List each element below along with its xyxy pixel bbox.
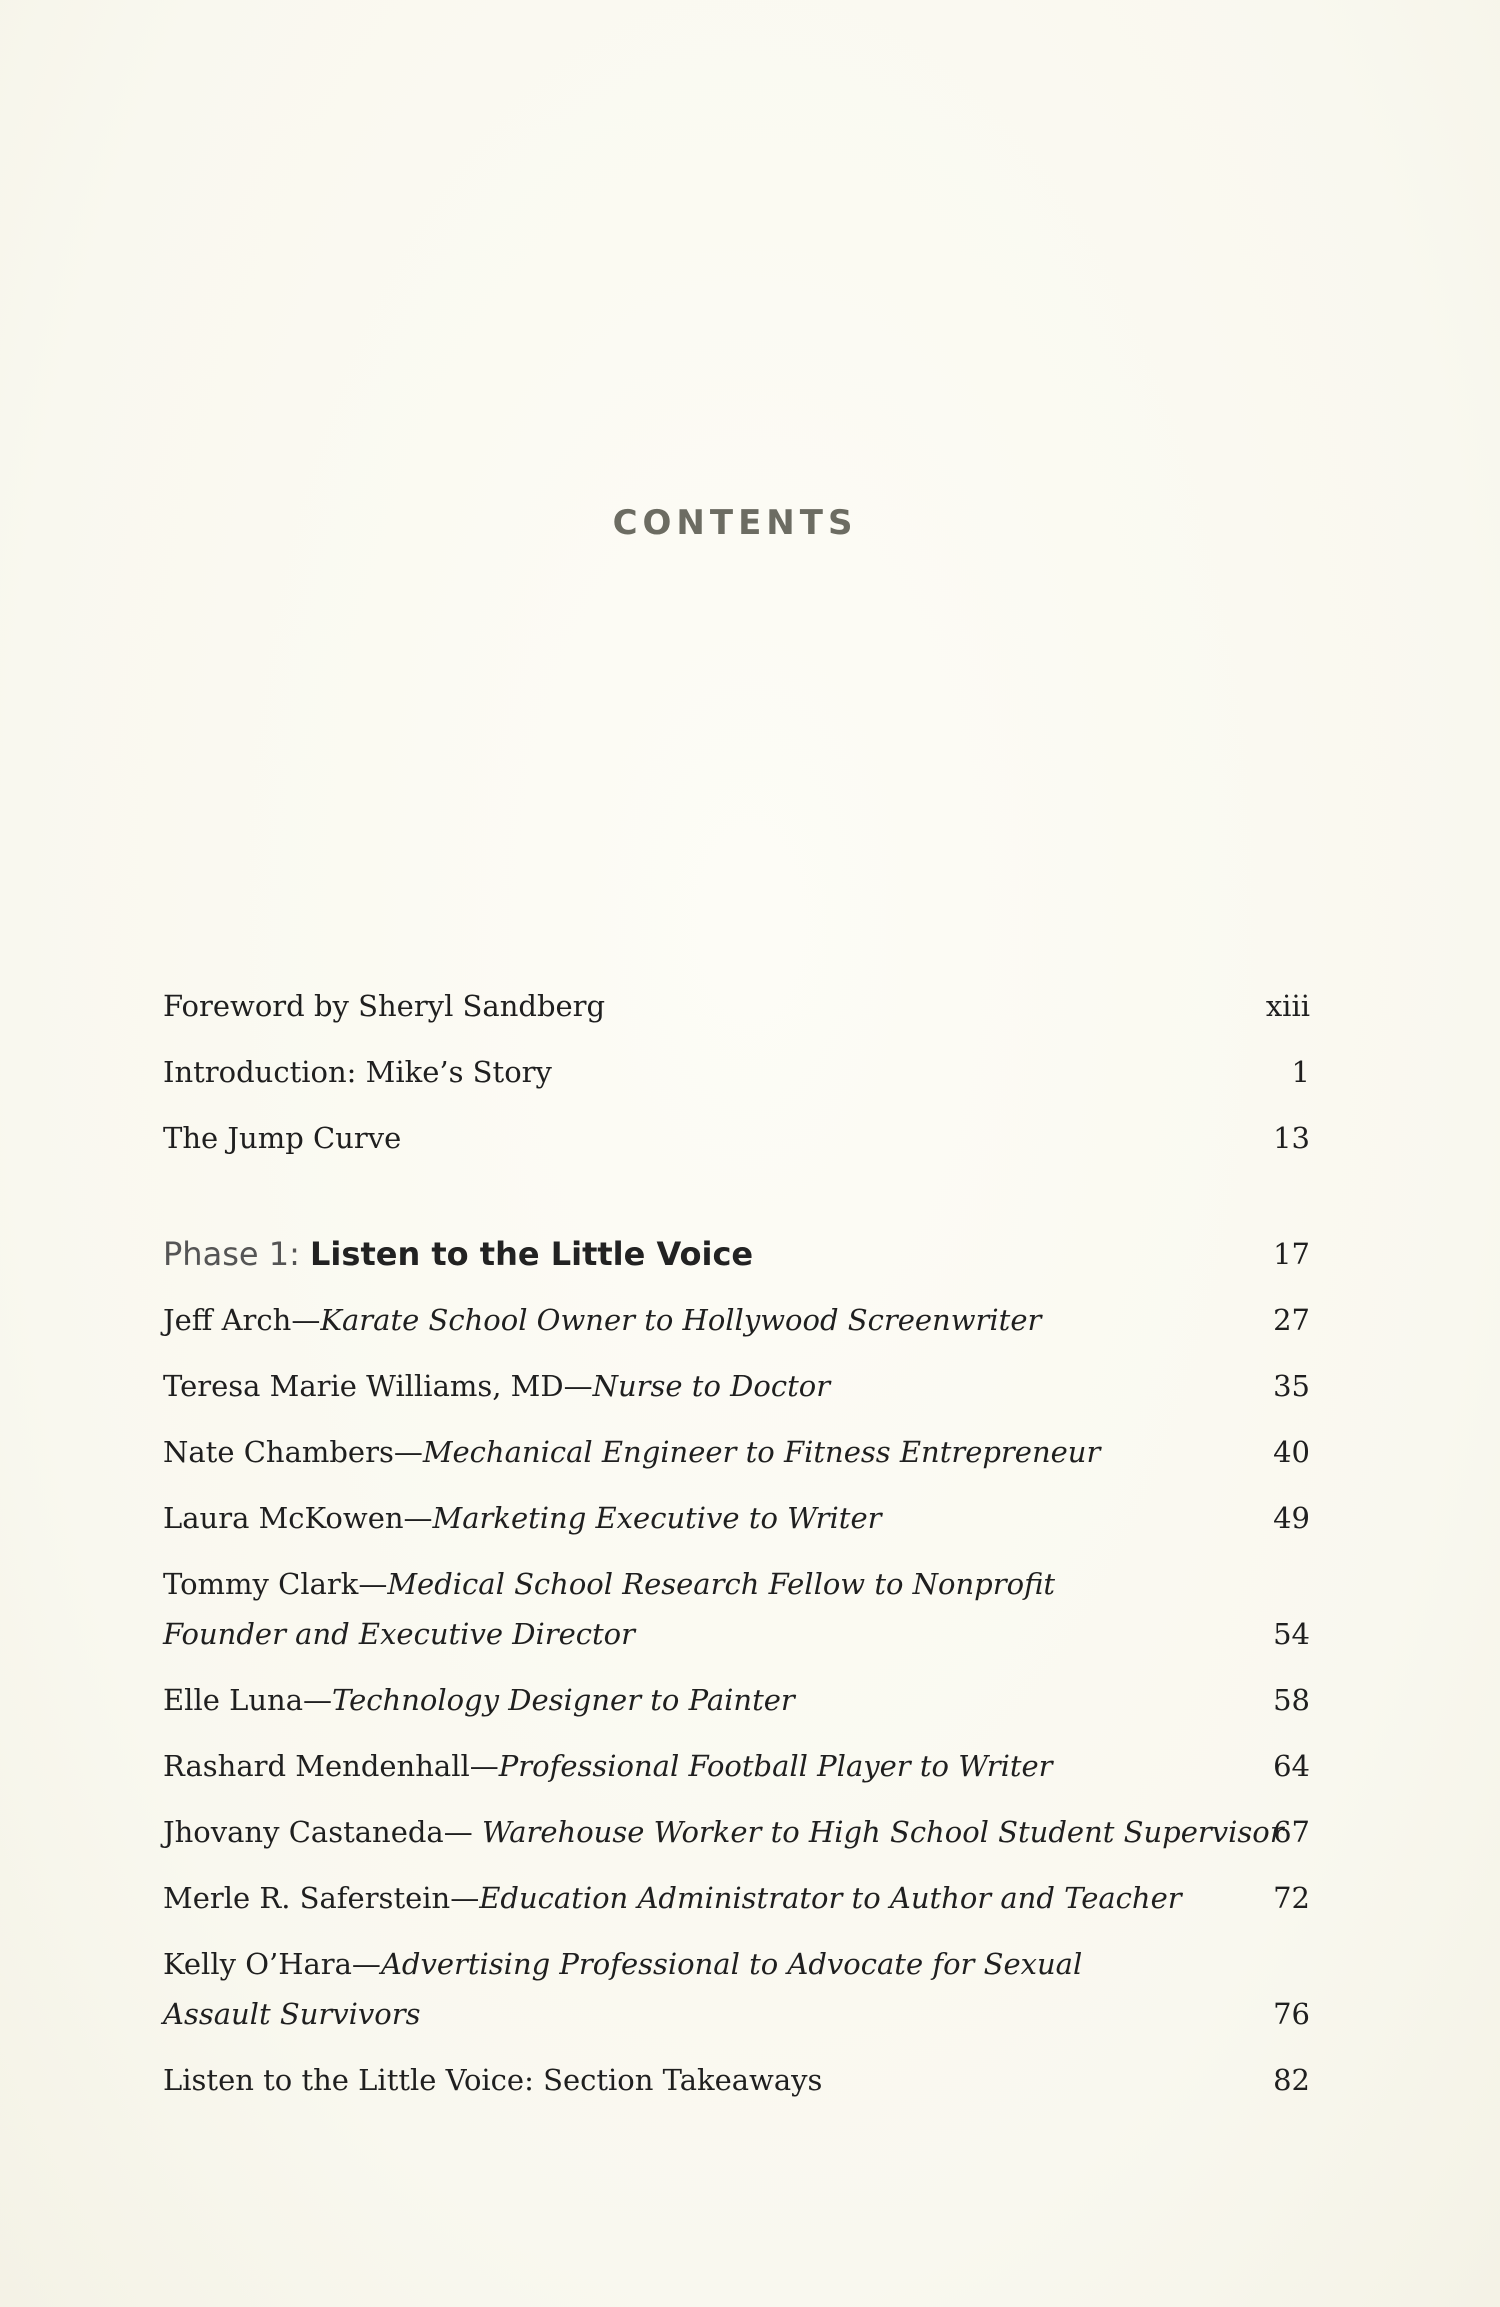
toc-entry-name: Jhovany Castaneda— <box>163 1815 482 1849</box>
toc-phase-1[interactable] <box>163 1229 1310 1279</box>
toc-entry-page: 35 <box>1273 1369 1310 1403</box>
toc-entry-name: Elle Luna— <box>163 1683 333 1717</box>
toc-entry-role: Education Administrator to Author and Teacher <box>479 1881 1182 1915</box>
toc-entry-page: 72 <box>1273 1881 1310 1915</box>
contents-heading: CONTENTS <box>612 503 858 543</box>
toc-entry-page: 76 <box>1273 1997 1310 2031</box>
toc-entry-role: Professional Football Player to Writer <box>498 1749 1053 1783</box>
toc-entry-page: 27 <box>1273 1303 1310 1337</box>
toc-entry-page: 40 <box>1273 1435 1310 1469</box>
toc-entry[interactable] <box>163 1559 1310 1659</box>
toc-entry-title <box>163 1493 1213 1543</box>
toc-entry-title: Foreword by Sheryl Sandberg <box>163 989 606 1023</box>
toc-entry-role: Karate School Owner to Hollywood Screenwriter <box>320 1303 1042 1337</box>
toc-entry-name: Rashard Mendenhall— <box>163 1749 499 1783</box>
toc-entry-role: Technology Designer to Painter <box>332 1683 795 1717</box>
toc-entry[interactable] <box>163 1807 1310 1857</box>
toc-entry[interactable] <box>163 1295 1310 1345</box>
toc-entry-jump-curve[interactable] <box>163 1113 1310 1163</box>
toc-entry-title <box>163 1295 1213 1345</box>
toc-entry-role: Mechanical Engineer to Fitness Entrepreneur <box>422 1435 1101 1469</box>
toc-entry-role: Marketing Executive to Writer <box>432 1501 882 1535</box>
phase-title: Listen to the Little Voice <box>310 1235 754 1273</box>
toc-entry-name: Tommy Clark— <box>163 1567 388 1601</box>
toc-entry-title <box>163 1559 1163 1659</box>
toc-entry-title <box>163 2055 1213 2105</box>
toc-entry[interactable] <box>163 1361 1310 1411</box>
toc-entry-name: Merle R. Saferstein— <box>163 1881 480 1915</box>
toc-entry-name: Jeff Arch— <box>163 1303 321 1337</box>
toc-entry-role: Medical School Research Fellow to Nonprofit Founder and Executive Director <box>163 1567 1056 1651</box>
toc-entry-title <box>163 1741 1213 1791</box>
toc-entry-role: Warehouse Worker to High School Student Supervisor <box>481 1815 1284 1849</box>
toc-entry-page: 82 <box>1273 2063 1310 2097</box>
toc-entry-title: Introduction: Mike’s Story <box>163 1055 552 1089</box>
toc-entry-foreword[interactable] <box>163 981 1310 1031</box>
toc-entry-title <box>163 1427 1213 1477</box>
toc-entry[interactable] <box>163 1427 1310 1477</box>
toc-entry-name: Teresa Marie Williams, MD— <box>163 1369 593 1403</box>
toc-entry-page: 67 <box>1273 1815 1310 1849</box>
phase-label: Phase 1: <box>163 1235 311 1273</box>
toc-entry-page: 1 <box>1291 1055 1310 1089</box>
toc-entry[interactable] <box>163 1493 1310 1543</box>
toc-entry-name: Kelly O’Hara— <box>163 1947 381 1981</box>
toc-entry-takeaways[interactable] <box>163 2055 1310 2105</box>
toc-entry-name: Listen to the Little Voice: Section Takeaways <box>163 2063 823 2097</box>
phase-page: 17 <box>1273 1237 1310 1271</box>
toc-entry-name: Laura McKowen— <box>163 1501 433 1535</box>
toc-entry-title <box>163 1873 1213 1923</box>
toc-entry[interactable] <box>163 1675 1310 1725</box>
toc-entry-name: Nate Chambers— <box>163 1435 423 1469</box>
toc-entry-introduction[interactable] <box>163 1047 1310 1097</box>
toc-entry-page: 13 <box>1273 1121 1310 1155</box>
toc-entry-page: 58 <box>1273 1683 1310 1717</box>
toc-entry-page: 49 <box>1273 1501 1310 1535</box>
toc-entry-title: The Jump Curve <box>163 1121 402 1155</box>
toc-entry-title <box>163 1675 1213 1725</box>
toc-entry-page: xiii <box>1265 989 1310 1023</box>
toc-entry[interactable] <box>163 1741 1310 1791</box>
toc-entry-title <box>163 1361 1213 1411</box>
toc-entry[interactable] <box>163 1939 1310 2039</box>
toc-entry[interactable] <box>163 1873 1310 1923</box>
toc-entry-page: 64 <box>1273 1749 1310 1783</box>
toc-entry-role: Advertising Professional to Advocate for Sexual Assault Survivors <box>163 1947 1083 2031</box>
toc-entry-title <box>163 1939 1183 2039</box>
toc-entry-title <box>163 1807 1284 1857</box>
toc-entry-page: 54 <box>1273 1617 1310 1651</box>
toc-entry-role: Nurse to Doctor <box>592 1369 831 1403</box>
